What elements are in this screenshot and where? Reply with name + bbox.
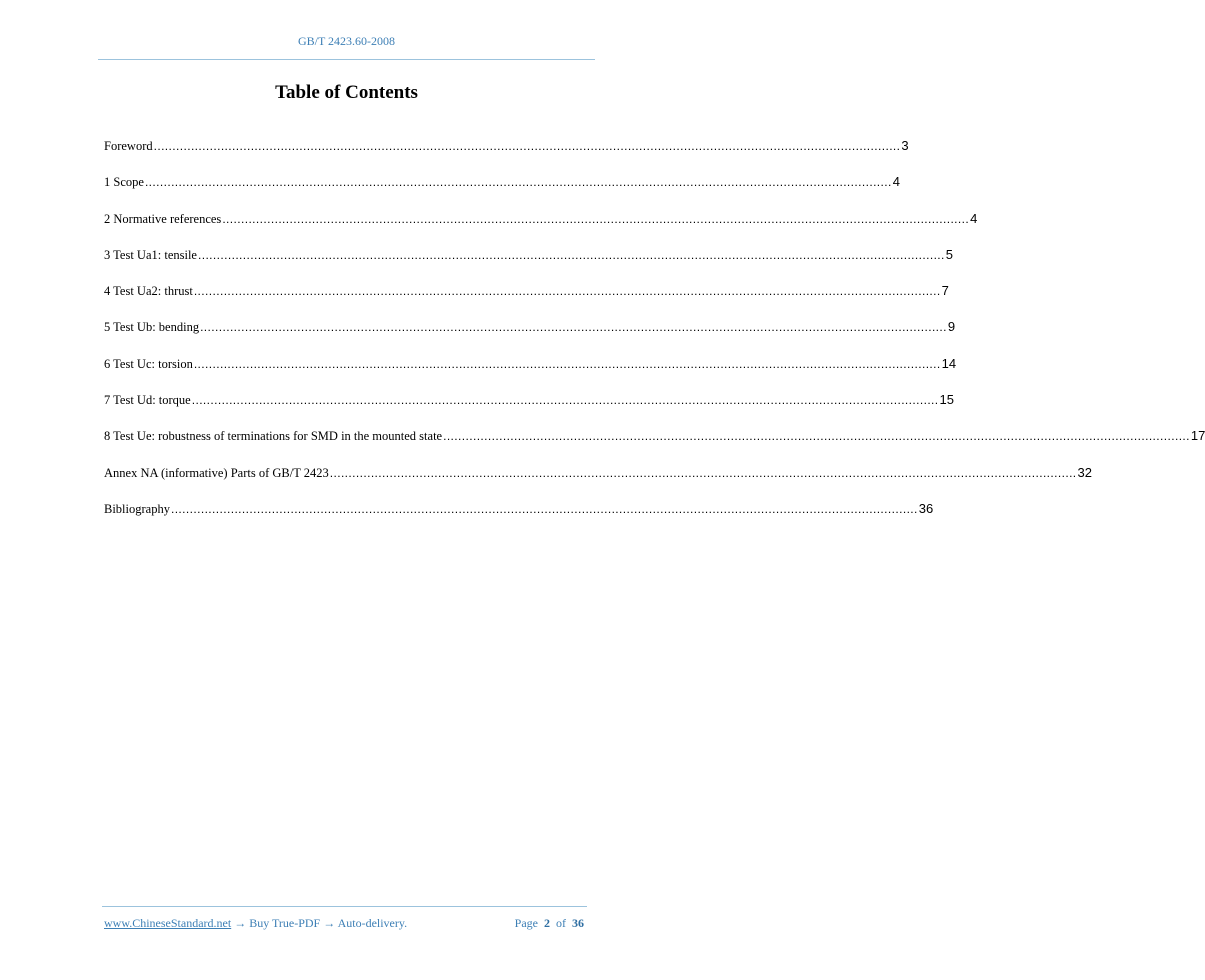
toc-entry-page: 4	[892, 174, 900, 190]
toc-entry[interactable]	[104, 392, 954, 428]
page-header-title: GB/T 2423.60-2008	[297, 34, 396, 48]
toc-leader-dots: ........................................................................................................................................................................................................	[144, 175, 892, 190]
toc-entry-page: 15	[939, 392, 954, 408]
toc-entry-page: 7	[941, 283, 949, 299]
toc-entry-label: 7 Test Ud: torque	[104, 393, 191, 408]
toc-entry-label: Bibliography	[104, 501, 170, 516]
toc-entry[interactable]	[104, 319, 956, 355]
toc-entry-page: 9	[947, 319, 956, 335]
toc-entry-page: 17	[1190, 428, 1205, 444]
toc-leader-dots: ........................................................................................................................................................................................................	[443, 429, 1190, 444]
toc-entry[interactable]	[104, 174, 900, 210]
toc-entry-label: 6 Test Uc: torsion	[104, 356, 193, 371]
toc-leader-dots: ........................................................................................................................................................................................................	[329, 465, 1077, 480]
toc-leader-dots: ........................................................................................................................................................................................................	[170, 501, 918, 516]
page-prefix: Page	[514, 916, 538, 930]
total-pages: 36	[572, 916, 584, 930]
toc-entry[interactable]	[104, 464, 1093, 501]
toc-entry-label: 3 Test Ua1: tensile	[104, 247, 197, 262]
toc-entry[interactable]	[104, 355, 957, 392]
toc-entry[interactable]	[104, 210, 978, 247]
toc-entry[interactable]	[104, 283, 949, 319]
toc-leader-dots: ........................................................................................................................................................................................................	[197, 247, 945, 262]
promo-text: → Buy True-PDF → Auto-delivery.	[231, 916, 408, 930]
toc-entry-page: 14	[941, 355, 957, 371]
toc-entry[interactable]	[104, 428, 1205, 464]
toc-entry-label: 8 Test Ue: robustness of terminations for SMD in the mounted state	[104, 429, 443, 444]
toc-entry-page: 5	[945, 246, 954, 262]
toc-leader-dots: ........................................................................................................................................................................................................	[200, 320, 947, 335]
site-link[interactable]: www.ChineseStandard.net	[104, 916, 232, 930]
header-divider	[98, 59, 595, 60]
toc-entry-page: 3	[901, 138, 909, 153]
toc-entry-page: 36	[918, 500, 934, 516]
page-of: of	[556, 916, 566, 930]
toc-entry-label: 5 Test Ub: bending	[104, 320, 200, 335]
toc-entry-label: Annex NA (informative) Parts of GB/T 2423	[104, 465, 329, 480]
footer-divider	[102, 906, 587, 907]
toc-leader-dots: ........................................................................................................................................................................................................	[191, 393, 939, 408]
toc-entry[interactable]	[104, 138, 909, 174]
page-number	[515, 916, 584, 931]
toc-entry-label: 1 Scope	[104, 175, 144, 190]
toc-leader-dots: ........................................................................................................................................................................................................	[222, 211, 970, 226]
toc-leader-dots: ........................................................................................................................................................................................................	[193, 284, 941, 299]
toc-entry[interactable]	[104, 246, 954, 283]
toc-title: Table of Contents	[275, 82, 418, 103]
current-page: 2	[544, 916, 550, 930]
toc-entry-page: 4	[970, 210, 978, 226]
toc-leader-dots: ........................................................................................................................................................................................................	[153, 139, 901, 153]
toc-list	[104, 138, 1205, 537]
toc-leader-dots: ........................................................................................................................................................................................................	[193, 356, 941, 371]
toc-entry-label: 4 Test Ua2: thrust	[104, 284, 193, 299]
toc-entry-label: Foreword	[104, 139, 153, 153]
footer-promo	[104, 916, 407, 931]
toc-entry-label: 2 Normative references	[104, 211, 222, 226]
toc-entry[interactable]	[104, 500, 934, 537]
toc-entry-page: 32	[1077, 464, 1093, 480]
